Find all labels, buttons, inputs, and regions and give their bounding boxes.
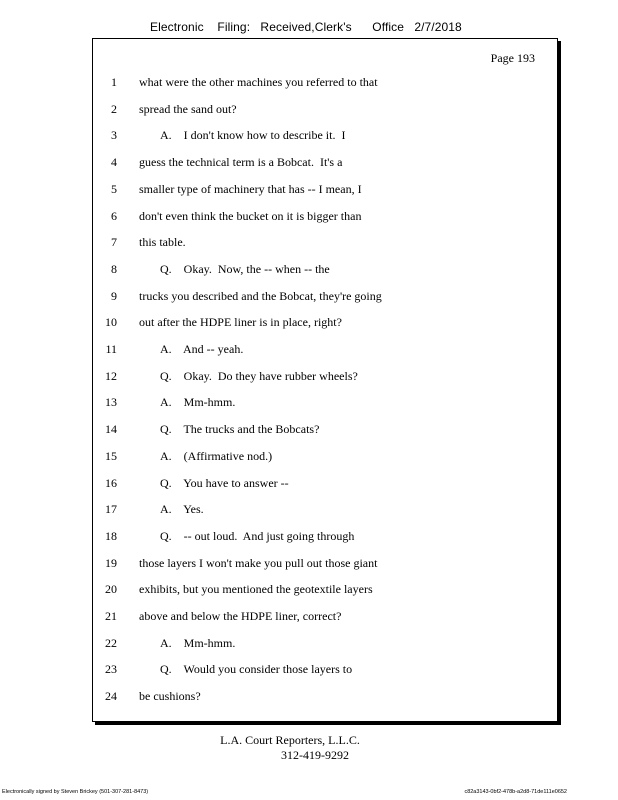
transcript-line [93, 102, 553, 118]
footer-phone: 312-419-9292 [281, 748, 349, 762]
line-number: 1 [111, 75, 117, 89]
transcript-line [93, 449, 553, 465]
line-text: Q. You have to answer -- [160, 475, 289, 490]
page-number: Page 193 [490, 51, 535, 65]
line-text: above and below the HDPE liner, correct? [139, 609, 342, 623]
line-number: 2 [111, 101, 117, 116]
line-number: 15 [105, 448, 117, 463]
footer-company: L.A. Court Reporters, L.L.C. [220, 733, 360, 747]
line-text: A. I don't know how to describe it. I [160, 128, 346, 143]
transcript-line [93, 662, 553, 678]
transcript-line [93, 289, 553, 305]
line-text: guess the technical term is a Bobcat. It's a [139, 155, 343, 170]
line-number: 23 [105, 662, 117, 677]
transcript-line [93, 689, 553, 705]
transcript-line [93, 476, 553, 492]
line-text: spread the sand out? [139, 101, 237, 116]
transcript-line [93, 262, 553, 278]
line-number: 17 [105, 502, 117, 517]
line-number: 6 [111, 208, 117, 223]
transcript-line [93, 636, 553, 652]
transcript-line [93, 502, 553, 518]
line-number: 22 [105, 635, 117, 650]
line-number: 9 [111, 288, 117, 303]
line-number: 5 [111, 181, 117, 196]
line-number: 3 [111, 128, 117, 143]
line-number: 13 [105, 395, 117, 410]
transcript-page [92, 38, 558, 722]
line-text: Q. Okay. Do they have rubber wheels? [160, 368, 358, 383]
filing-header: Electronic Filing: Received,Clerk's Office 2/7/2018 [150, 20, 462, 34]
document-hash: c82a3143-0bf2-478b-a2d8-71de111e0652 [464, 789, 567, 795]
line-text: A. Mm-hmm. [160, 395, 236, 410]
line-number: 12 [105, 368, 117, 383]
transcript-line [93, 369, 553, 385]
line-text: A. Mm-hmm. [160, 635, 236, 650]
line-number: 20 [105, 582, 117, 597]
line-text: Q. The trucks and the Bobcats? [160, 422, 320, 437]
transcript-line [93, 582, 553, 598]
line-text: this table. [139, 235, 186, 250]
transcript-line [93, 395, 553, 411]
line-number: 14 [105, 422, 117, 437]
electronic-signature: Electronically signed by Steven Brickey (501-307-281-8473) [2, 789, 149, 795]
line-number: 21 [105, 609, 117, 623]
line-text: be cushions? [139, 689, 201, 704]
line-number: 24 [105, 689, 117, 704]
line-number: 4 [111, 155, 117, 170]
line-number: 8 [111, 261, 117, 276]
line-number: 11 [105, 342, 117, 356]
line-number: 16 [105, 475, 117, 490]
transcript-line [93, 422, 553, 438]
line-text: Q. Would you consider those layers to [160, 662, 353, 677]
transcript-line [93, 609, 553, 625]
transcript-line [93, 529, 553, 545]
line-text: smaller type of machinery that has -- I mean, I [139, 181, 362, 196]
line-text: don't even think the bucket on it is bigger than [139, 208, 362, 223]
transcript-line [93, 75, 553, 91]
transcript-line [93, 128, 553, 144]
transcript-line [93, 556, 553, 572]
line-text: out after the HDPE liner is in place, right? [139, 315, 342, 330]
transcript-line [93, 155, 553, 171]
line-text: Q. Okay. Now, the -- when -- the [160, 261, 330, 276]
transcript-line [93, 182, 553, 198]
transcript-line [93, 315, 553, 331]
line-number: 19 [105, 555, 117, 570]
line-text: A. Yes. [160, 502, 204, 517]
line-text: exhibits, but you mentioned the geotextile layers [139, 582, 373, 597]
transcript-line [93, 342, 553, 358]
transcript-line [93, 209, 553, 225]
line-text: A. And -- yeah. [160, 342, 244, 356]
line-text: trucks you described and the Bobcat, they're going [139, 288, 382, 303]
line-number: 10 [105, 315, 117, 330]
line-number: 7 [111, 235, 117, 250]
line-text: Q. -- out loud. And just going through [160, 528, 355, 543]
line-text: those layers I won't make you pull out those giant [139, 555, 378, 570]
line-text: what were the other machines you referred to that [139, 75, 378, 89]
transcript-line [93, 235, 553, 251]
line-text: A. (Affirmative nod.) [160, 448, 273, 463]
line-number: 18 [105, 528, 117, 543]
